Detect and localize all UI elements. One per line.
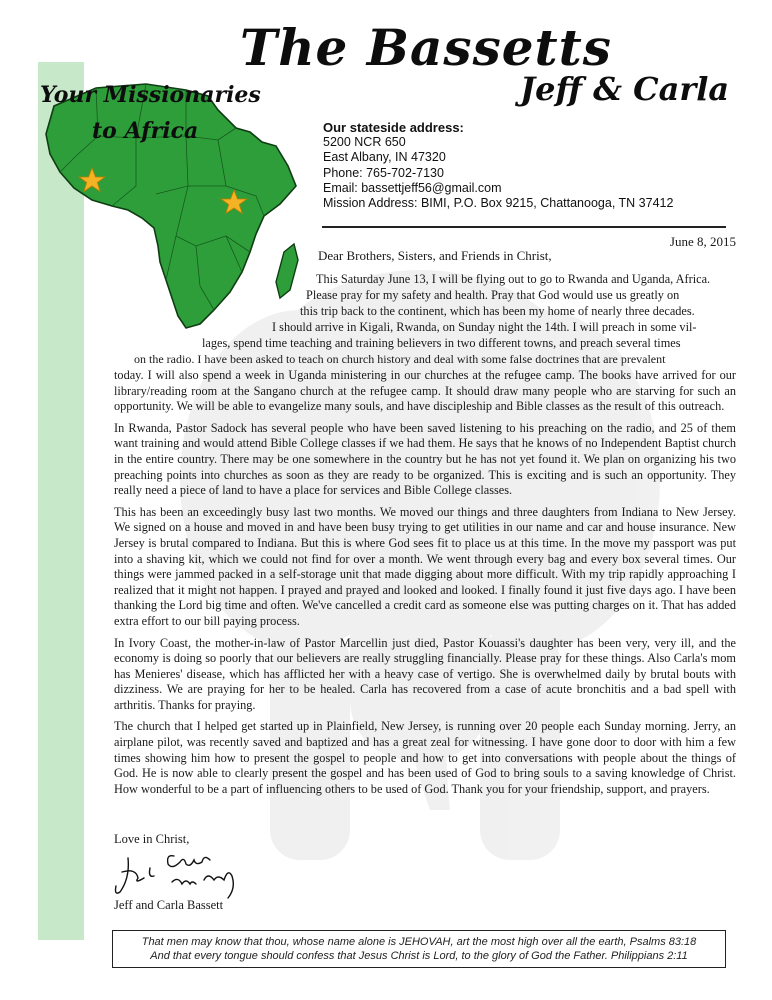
tagline-line2: to Africa [92, 118, 199, 144]
paragraph-1-tail: today. I will also spend a week in Uganda ministering in our churches at the refugee camp. The books have arrived for our library/reading room at the Sangano church at the refugee camp. It should draw many people who are starving for such an opportunity. We will be able to evangelize many souls, and have discipleship and Bible classes as the result of this outreach. [114, 368, 736, 414]
intro-line: I should arrive in Kigali, Rwanda, on Sunday night the 14th. I will preach in some vil- [272, 320, 697, 334]
newsletter-subtitle: Jeff & Carla [520, 70, 730, 108]
letter-salutation: Dear Brothers, Sisters, and Friends in Christ, [318, 248, 552, 263]
letter-body [114, 368, 736, 803]
handwritten-signature [108, 838, 248, 902]
madagascar [276, 244, 298, 298]
verse-line-1: That men may know that thou, whose name alone is JEHOVAH, art the most high over all the earth, Psalms 83:18 [141, 936, 697, 948]
verse-line-2: And that every tongue should confess that Jesus Christ is Lord, to the glory of God the Father. Philippians 2:11 [150, 950, 688, 962]
address-email: Email: bassettjeff56@gmail.com [323, 180, 502, 195]
intro-line: lages, spend time teaching and training believers in two different towns, and preach several times [202, 336, 681, 350]
stateside-address [323, 120, 673, 211]
intro-line: on the radio. I have been asked to teach on church history and deal with some false doctrines that are prevalent [134, 352, 666, 366]
letter-closing: Love in Christ, [114, 832, 190, 846]
address-mission: Mission Address: BIMI, P.O. Box 9215, Chattanooga, TN 37412 [323, 196, 674, 211]
signer-name: Jeff and Carla Bassett [114, 898, 224, 912]
intro-line: Please pray for my safety and health. Pray that God would use us greatly on [306, 288, 680, 302]
letter-date: June 8, 2015 [669, 234, 736, 249]
intro-line: This Saturday June 13, I will be flying out to go to Rwanda and Uganda, Africa. [316, 272, 711, 286]
paragraph-2: In Rwanda, Pastor Sadock has several people who have been saved listening to his preaching on the radio, and 25 of them want training and would attend Bible College classes if we had them. He says that he knows of no Independent Baptist church in the entire country. There may be one somewhere in the country but he has not yet found it. We plan on organizing his two preaching points into churches as soon as they are ready to be organized. This is exciting and is such an opportunity. They really need a piece of land to have a place for services and Bible College classes. [114, 420, 736, 498]
paragraph-5: The church that I helped get started up in Plainfield, New Jersey, is running over 20 people each Sunday morning. Jerry, an airplane pilot, was recently saved and baptized and has a great zeal for witnessing. I have gone door to door with him a few times showing him how to present the gospel to people and how to get into conversations with people about the things of God. He is now able to clearly present the gospel and has been used of God to bring souls to a saving knowledge of Christ. How wonderful to be a part of influencing others to be used of God. Thank you for your friendship, support, and prayers. [114, 719, 736, 796]
intro-line: this trip back to the continent, which has been my home of nearly three decades. [300, 304, 695, 318]
address-street: 5200 NCR 650 [323, 135, 406, 150]
paragraph-3: This has been an exceedingly busy last two months. We moved our things and three daughters from Indiana to New Jersey. We signed on a house and moved in and have been busy trying to get utilities in our name and car and house insurance. New Jersey is brutal compared to Indiana. But this is where God sees fit to place us at this time. In the move my passport was put into a shaving kit, which we could not find for over a month. We went through every bag and every box several times. Our things were jammed packed in a self-storage unit that made digging about more difficult. With my trip rapidly approaching I realized that it might not happen. I prayed and prayed and looked and looked. I finally found it just five days ago. I have been thanking the Lord big time and often. We've cancelled a credit card as someone else was putting charges on it. That has added extra effort to our bill paying process. [114, 504, 736, 628]
scripture-verse-box [112, 930, 726, 968]
address-phone: Phone: 765-702-7130 [323, 165, 444, 180]
header-divider [322, 226, 726, 228]
tagline-line1: Your Missionaries [40, 82, 261, 108]
address-city: East Albany, IN 47320 [323, 150, 446, 165]
africa-map [36, 76, 308, 338]
newsletter-title: The Bassetts [240, 18, 612, 77]
address-heading: Our stateside address: [323, 120, 464, 135]
paragraph-4: In Ivory Coast, the mother-in-law of Pastor Marcellin just died, Pastor Kouassi's daughter has been very, very ill, and the economy is doing so poorly that our believers are really struggling financially. Please pray for these things. Also Carla's mom has Menieres' disease, which has afflicted her with a heavy case of vertigo. She is overwhelmed daily by brutal bouts with dizziness. We are praying for her to be healed. Carla has recovered from a case of acute bronchitis and a bad spell with arthritis. Thanks for praying. [114, 635, 736, 712]
